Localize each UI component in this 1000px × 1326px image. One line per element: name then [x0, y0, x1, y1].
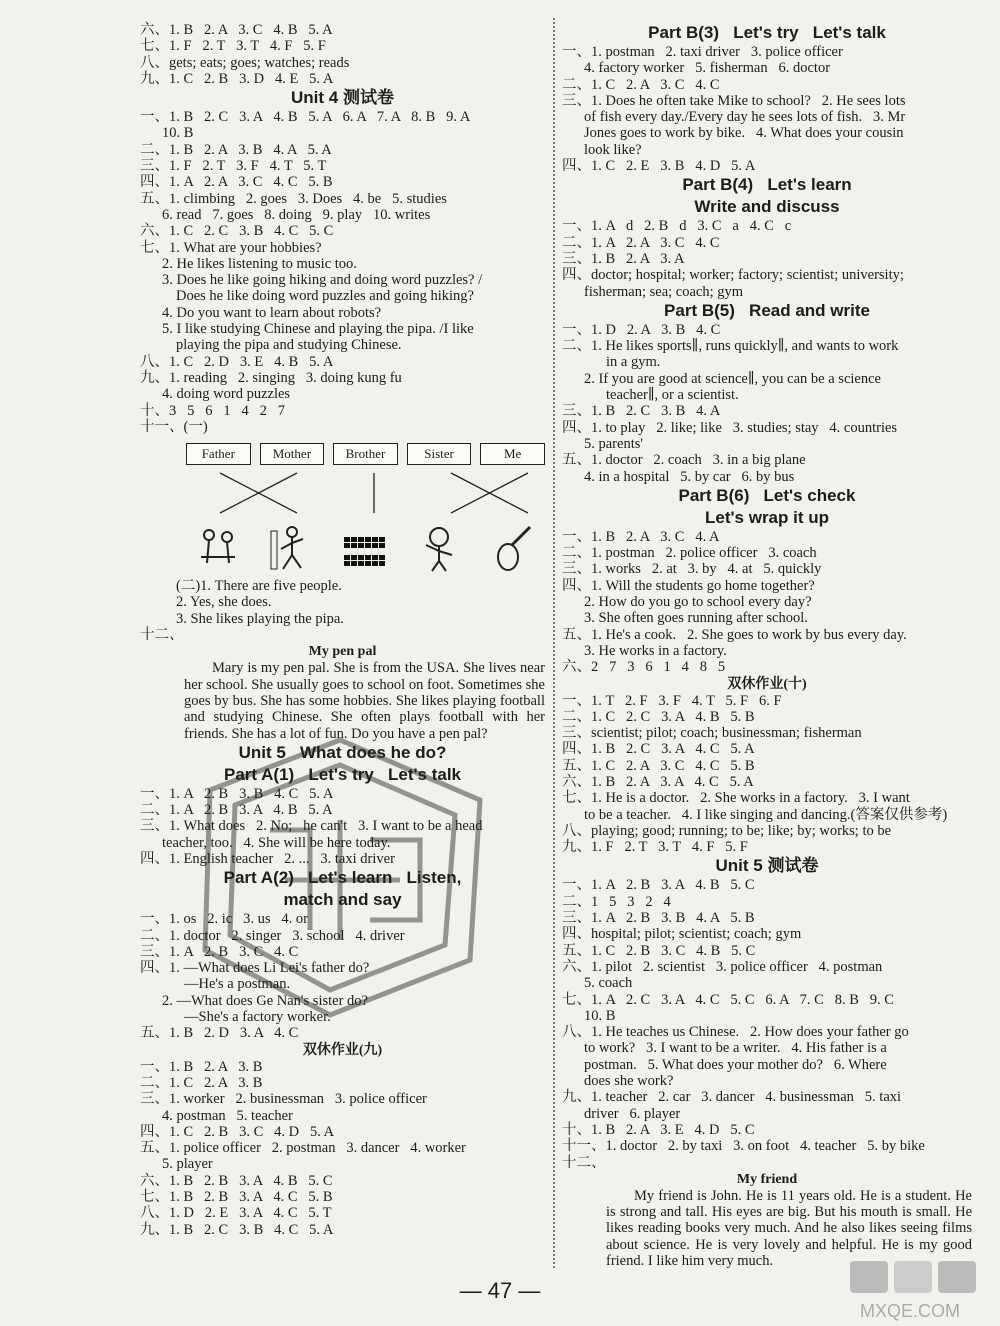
answer-line: 3. Does he like going hiking and doing word puzzles? /	[162, 272, 483, 289]
answer-line: 二、1 5 3 2 4	[562, 893, 671, 910]
answer-line: 四、doctor; hospital; worker; factory; scientist; university;	[562, 267, 904, 284]
answer-line: 4. in a hospital 5. by car 6. by bus	[584, 468, 795, 485]
answer-line: (二)1. There are five people.	[176, 578, 342, 595]
subsection-title: 双休作业(九)	[302, 1042, 383, 1058]
answer-line: 六、1. B 2. A 3. C 4. B 5. A	[140, 22, 333, 38]
family-member-boxes	[186, 443, 545, 465]
answer-line: 一、1. B 2. C 3. A 4. B 5. A 6. A 7. A 8. B 9. A	[140, 109, 471, 126]
essay-paragraph: My friend is John. He is 11 years old. He is a student. He is strong and tall. His eyes are big. But his mouth is small. He likes reading books very much. And he also likes seeing films about science. He is very lovely and helpful. He is my good friend. I like him very much.	[606, 1187, 972, 1269]
answer-line: 三、1. B 2. C 3. B 4. A	[562, 403, 721, 420]
section-title: Part B(4) Let's learn	[682, 175, 852, 195]
section-title: Part A(1) Let's try Let's talk	[223, 764, 462, 784]
family-member-box: Mother	[260, 443, 325, 465]
answer-line: 一、1. B 2. A 3. B	[140, 1058, 263, 1075]
answer-line: postman. 5. What does your mother do? 6. Where	[584, 1056, 887, 1073]
answer-line: 二、1. A 2. A 3. C 4. C	[562, 234, 720, 251]
answer-line: fisherman; sea; coach; gym	[584, 283, 744, 300]
matching-lines	[186, 469, 566, 517]
answer-line: 4. doing word puzzles	[162, 386, 291, 403]
answer-line: 一、1. A 2. B 3. B 4. C 5. A	[140, 785, 334, 802]
answer-line: 六、1. pilot 2. scientist 3. police officer 4. postman	[562, 958, 883, 975]
answer-line: 二、1. C 2. A 3. C 4. C	[562, 76, 720, 93]
answer-line: Does he like doing word puzzles and going hiking?	[176, 288, 474, 305]
answer-line: 六、2 7 3 6 1 4 8 5	[562, 659, 726, 676]
answer-line: 二、1. C 2. C 3. A 4. B 5. B	[562, 708, 755, 725]
answer-line: 5. parents'	[584, 435, 643, 452]
answer-line: 4. postman 5. teacher	[162, 1107, 293, 1124]
family-member-box: Me	[480, 443, 545, 465]
answer-line: 三、1. Does he often take Mike to school? 2. He sees lots	[562, 92, 906, 109]
answer-line: 八、playing; good; running; to be; like; by; works; to be	[562, 822, 892, 839]
answer-line: 3. He works in a factory.	[584, 642, 727, 659]
answer-line: 2. Yes, she does.	[176, 594, 272, 611]
answer-line: 五、1. B 2. D 3. A 4. C	[140, 1025, 299, 1042]
answer-line: 10. B	[584, 1007, 616, 1024]
answer-line: 九、1. teacher 2. car 3. dancer 4. businessman 5. taxi	[562, 1089, 902, 1106]
answer-line: 四、1. —What does Li Lei's father do?	[140, 960, 370, 977]
answer-line: 十二、	[562, 1154, 606, 1171]
answer-line: to work? 3. I want to be a writer. 4. His father is a	[584, 1040, 887, 1057]
answer-line: —He's a postman.	[184, 976, 291, 993]
answer-line: 二、1. B 2. A 3. B 4. A 5. A	[140, 141, 332, 158]
answer-line: 六、1. C 2. C 3. B 4. C 5. C	[140, 223, 334, 240]
answer-line: 一、1. A 2. B 3. A 4. B 5. C	[562, 877, 755, 894]
pipa-picture	[481, 522, 545, 574]
answer-line: 3. She likes playing the pipa.	[176, 610, 344, 627]
column-divider	[553, 18, 555, 1268]
answer-line: 一、1. os 2. ic 3. us 4. or	[140, 911, 308, 928]
subsection-title: 双休作业(十)	[727, 676, 807, 692]
answer-line: 三、scientist; pilot; coach; businessman; fisherman	[562, 725, 862, 742]
answer-line: does she work?	[584, 1073, 674, 1090]
answer-line: 二、1. doctor 2. singer 3. school 4. driver	[140, 927, 405, 944]
section-title: Unit 5 测试卷	[715, 856, 819, 876]
answer-line: driver 6. player	[584, 1105, 681, 1122]
family-member-box: Brother	[333, 443, 398, 465]
crossword-puzzle-picture	[334, 522, 398, 574]
answer-line: 五、1. police officer 2. postman 3. dancer 4. worker	[140, 1140, 466, 1157]
page-number: — 47 —	[459, 1278, 541, 1303]
answer-line: 四、hospital; pilot; scientist; coach; gym	[562, 926, 802, 943]
answer-line: 四、1. English teacher 2. ... 3. taxi driver	[140, 850, 395, 867]
answer-line: 七、1. He is a doctor. 2. She works in a factory. 3. I want	[562, 790, 910, 807]
answer-line: 一、1. A d 2. B d 3. C a 4. C c	[562, 218, 792, 235]
answer-line: 十、3 5 6 1 4 2 7	[140, 402, 285, 419]
section-title: Part B(3) Let's try Let's talk	[648, 23, 886, 42]
answer-line: 三、1. A 2. B 3. B 4. A 5. B	[562, 910, 755, 927]
answer-line: 三、1. B 2. A 3. A	[562, 250, 685, 267]
family-member-box: Father	[186, 443, 251, 465]
section-title: Let's wrap it up	[705, 507, 829, 527]
answer-line: 七、1. What are your hobbies?	[140, 239, 322, 256]
answer-line: 二、1. postman 2. police officer 3. coach	[562, 545, 817, 562]
answer-line: 6. read 7. goes 8. doing 9. play 10. writes	[162, 206, 431, 223]
section-title: Unit 4 测试卷	[291, 88, 394, 108]
answer-line: 四、1. B 2. C 3. A 4. C 5. A	[562, 741, 755, 758]
section-title: Part A(2) Let's learn Listen,	[223, 868, 462, 888]
answer-line: 十一、1. doctor 2. by taxi 3. on foot 4. teacher 5. by bike	[562, 1138, 925, 1155]
answer-line: 二、1. He likes sports∥, runs quickly∥, and wants to work	[562, 338, 899, 355]
answer-line: 4. Do you want to learn about robots?	[162, 304, 382, 321]
answer-line: 一、1. postman 2. taxi driver 3. police officer	[562, 44, 843, 60]
answer-line: 二、1. C 2. A 3. B	[140, 1074, 263, 1091]
answer-line: 五、1. He's a cook. 2. She goes to work by bus every day.	[562, 626, 907, 643]
answer-line: 五、1. doctor 2. coach 3. in a big plane	[562, 452, 806, 469]
answer-line: 5. I like studying Chinese and playing the pipa. /I like	[162, 321, 474, 338]
family-pictures	[186, 522, 545, 574]
answer-line: 七、1. F 2. T 3. T 4. F 5. F	[140, 38, 326, 55]
answer-line: 十一、(一)	[140, 418, 208, 435]
answer-line: 四、1. to play 2. like; like 3. studies; stay 4. countries	[562, 419, 898, 436]
answer-line: 八、gets; eats; goes; watches; reads	[140, 54, 350, 71]
answer-line: 2. —What does Ge Nan's sister do?	[162, 992, 368, 1009]
answer-line: 四、1. C 2. B 3. C 4. D 5. A	[140, 1123, 335, 1140]
stamp-watermark	[190, 730, 500, 1020]
section-title: match and say	[283, 890, 402, 910]
answer-line: 十二、	[140, 627, 184, 644]
answer-line: 七、1. B 2. B 3. A 4. C 5. B	[140, 1189, 333, 1206]
answer-line: 九、1. B 2. C 3. B 4. C 5. A	[140, 1221, 334, 1238]
svg-text:MXQE.COM: MXQE.COM	[860, 1301, 961, 1321]
answer-line: teacher∥, or a scientist.	[606, 387, 739, 404]
answer-line: 一、1. B 2. A 3. C 4. A	[562, 528, 720, 545]
subsection-title: My friend	[736, 1171, 798, 1187]
section-title: Part B(5) Read and write	[664, 300, 870, 320]
answer-line: 10. B	[162, 125, 194, 142]
answer-line: 九、1. C 2. B 3. D 4. E 5. A	[140, 70, 334, 87]
answer-line: 4. factory worker 5. fisherman 6. doctor	[584, 60, 831, 77]
answer-line: 九、1. reading 2. singing 3. doing kung fu	[140, 369, 402, 386]
answer-line: 五、1. C 2. B 3. C 4. B 5. C	[562, 942, 756, 959]
section-title: Part B(6) Let's check	[678, 485, 856, 505]
answer-line: 五、1. C 2. A 3. C 4. C 5. B	[562, 757, 755, 774]
section-title: Write and discuss	[694, 197, 840, 217]
answer-line: 三、1. A 2. B 3. C 4. C	[140, 943, 299, 960]
answer-line: 九、1. F 2. T 3. T 4. F 5. F	[562, 839, 748, 856]
football-player-picture	[260, 522, 324, 574]
answer-line: 2. He likes listening to music too.	[162, 255, 357, 272]
essay-paragraph: Mary is my pen pal. She is from the USA. She lives near her school. She usually goes to school on foot. Sometimes she goes by bus. She has some hobbies. She likes playing football and studying Chinese. She often plays football with her friends. She has a lot of fun. Do you have a pen pal?	[184, 660, 545, 742]
subsection-title: My pen pal	[308, 644, 377, 660]
answer-line: teacher, too. 4. She will be here today.	[162, 834, 391, 851]
answer-line: 三、1. F 2. T 3. F 4. T 5. T	[140, 158, 327, 175]
answer-line: 七、1. A 2. C 3. A 4. C 5. C 6. A 7. C 8. B 9. C	[562, 991, 894, 1008]
answer-line: —She's a factory worker.	[184, 1009, 331, 1026]
right-column	[562, 22, 972, 1269]
answer-line: 四、1. A 2. A 3. C 4. C 5. B	[140, 174, 333, 191]
answer-line: 三、1. What does 2. No; he can't 3. I want to be a head	[140, 818, 483, 835]
answer-line: playing the pipa and studying Chinese.	[176, 337, 402, 354]
answer-line: look like?	[584, 141, 642, 158]
answer-line: of fish every day./Every day he sees lots of fish. 3. Mr	[584, 109, 906, 126]
tea-party-picture	[186, 522, 250, 574]
answer-line: to be a teacher. 4. I like singing and dancing.(答案仅供参考)	[584, 806, 948, 823]
answer-line: 五、1. climbing 2. goes 3. Does 4. be 5. studies	[140, 190, 447, 207]
answer-line: Jones goes to work by bike. 4. What does your cousin	[584, 125, 904, 142]
answer-line: 四、1. C 2. E 3. B 4. D 5. A	[562, 158, 756, 175]
answer-line: 三、1. works 2. at 3. by 4. at 5. quickly	[562, 561, 822, 578]
answer-line: 5. coach	[584, 975, 633, 992]
answer-line: 3. She often goes running after school.	[584, 610, 808, 627]
answer-line: 六、1. B 2. A 3. A 4. C 5. A	[562, 773, 754, 790]
family-member-box: Sister	[407, 443, 472, 465]
kung-fu-kid-picture	[407, 522, 471, 574]
answer-line: 2. If you are good at science∥, you can be a science	[584, 370, 881, 387]
section-title: Unit 5 What does he do?	[238, 742, 447, 762]
answer-line: 二、1. A 2. B 3. A 4. B 5. A	[140, 802, 333, 819]
answer-line: 八、1. C 2. D 3. E 4. B 5. A	[140, 353, 334, 370]
answer-line: 六、1. B 2. B 3. A 4. B 5. C	[140, 1172, 333, 1189]
answer-line: 十、1. B 2. A 3. E 4. D 5. C	[562, 1121, 755, 1138]
left-column	[140, 22, 545, 1238]
answer-line: 2. How do you go to school every day?	[584, 594, 812, 611]
answer-line: 八、1. He teaches us Chinese. 2. How does your father go	[562, 1024, 909, 1041]
answer-line: 5. player	[162, 1156, 213, 1173]
answer-line: 一、1. T 2. F 3. F 4. T 5. F 6. F	[562, 692, 782, 709]
answer-line: 一、1. D 2. A 3. B 4. C	[562, 321, 721, 338]
answer-line: 八、1. D 2. E 3. A 4. C 5. T	[140, 1205, 332, 1222]
answer-line: 三、1. worker 2. businessman 3. police officer	[140, 1091, 427, 1108]
answer-line: 四、1. Will the students go home together?	[562, 577, 815, 594]
answer-line: in a gym.	[606, 354, 661, 371]
